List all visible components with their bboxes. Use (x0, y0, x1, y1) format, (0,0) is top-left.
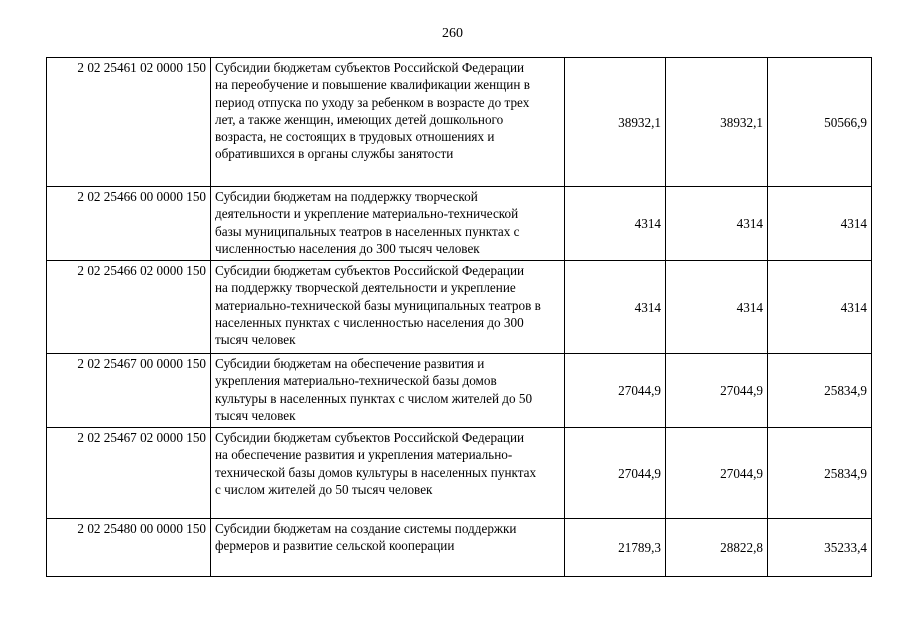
budget-name-cell (211, 354, 565, 428)
budget-name-line: Субсидии бюджетам субъектов Российской Федерации (215, 60, 525, 75)
budget-name-line: технической базы домов культуры в населенных пунктах (215, 464, 537, 480)
amount-year-1-cell: 27044,9 (565, 428, 666, 519)
budget-name-line: населенных пунктах с численностью населения до 300 (215, 314, 524, 330)
amount-year-1-cell: 38932,1 (565, 58, 666, 187)
budget-code-cell: 2 02 25480 00 0000 150 (47, 519, 211, 577)
table-row (47, 58, 872, 187)
amount-year-3-cell: 50566,9 (768, 58, 872, 187)
budget-name-cell (211, 58, 565, 187)
budget-name-line: возраста, не состоящих в трудовых отношениях и (215, 129, 495, 145)
budget-name-line: тысяч человек (215, 407, 296, 423)
amount-year-1-cell: 21789,3 (565, 519, 666, 577)
budget-name-line: материально-технической базы муниципальных театров в (215, 297, 541, 313)
budget-name-line: Субсидии бюджетам на обеспечение развития и (215, 356, 485, 371)
budget-table-body (47, 58, 872, 577)
budget-name-line: тысяч человек (215, 332, 296, 348)
table-row (47, 261, 872, 354)
budget-name-cell (211, 519, 565, 577)
amount-year-1-cell: 4314 (565, 261, 666, 354)
budget-name-line: численностью населения до 300 тысяч человек (215, 240, 480, 256)
amount-year-3-cell: 25834,9 (768, 428, 872, 519)
budget-name-line: на поддержку творческой деятельности и укрепление (215, 280, 516, 296)
budget-name-cell (211, 187, 565, 261)
budget-name-line: деятельности и укрепление материально-технической (215, 206, 519, 222)
amount-year-3-cell: 35233,4 (768, 519, 872, 577)
table-row (47, 428, 872, 519)
budget-name-line: Субсидии бюджетам субъектов Российской Федерации (215, 263, 525, 278)
amount-year-2-cell: 4314 (666, 261, 768, 354)
budget-name-line: культуры в населенных пунктах с числом жителей до 50 (215, 390, 533, 406)
budget-name-line: фермеров и развитие сельской кооперации (215, 538, 455, 554)
budget-name-line: укрепления материально-технической базы домов (215, 373, 497, 389)
amount-year-2-cell: 27044,9 (666, 354, 768, 428)
budget-name-cell (211, 261, 565, 354)
amount-year-2-cell: 38932,1 (666, 58, 768, 187)
amount-year-2-cell: 27044,9 (666, 428, 768, 519)
budget-name-line: на переобучение и повышение квалификации женщин в (215, 77, 530, 93)
amount-year-2-cell: 28822,8 (666, 519, 768, 577)
budget-name-line: Субсидии бюджетам субъектов Российской Федерации (215, 430, 525, 445)
budget-code-cell: 2 02 25466 02 0000 150 (47, 261, 211, 354)
amount-year-2-cell: 4314 (666, 187, 768, 261)
table-row (47, 187, 872, 261)
budget-name-line: базы муниципальных театров в населенных пунктах с (215, 223, 520, 239)
amount-year-3-cell: 4314 (768, 187, 872, 261)
budget-name-line: на обеспечение развития и укрепления материально- (215, 447, 513, 463)
amount-year-1-cell: 4314 (565, 187, 666, 261)
budget-table (46, 57, 872, 577)
budget-code-cell: 2 02 25461 02 0000 150 (47, 58, 211, 187)
amount-year-1-cell: 27044,9 (565, 354, 666, 428)
budget-code-cell: 2 02 25466 00 0000 150 (47, 187, 211, 261)
budget-code-cell: 2 02 25467 00 0000 150 (47, 354, 211, 428)
table-row (47, 354, 872, 428)
budget-name-line: лет, а также женщин, имеющих детей дошкольного (215, 111, 504, 127)
budget-code-cell: 2 02 25467 02 0000 150 (47, 428, 211, 519)
budget-name-line: обратившихся в органы службы занятости (215, 146, 454, 162)
amount-year-3-cell: 25834,9 (768, 354, 872, 428)
table-row (47, 519, 872, 577)
budget-name-cell (211, 428, 565, 519)
budget-name-line: Субсидии бюджетам на поддержку творческой (215, 189, 478, 204)
budget-name-line: с числом жителей до 50 тысяч человек (215, 481, 433, 497)
budget-name-line: период отпуска по уходу за ребенком в возрасте до трех (215, 94, 530, 110)
budget-name-line: Субсидии бюджетам на создание системы поддержки (215, 521, 517, 536)
amount-year-3-cell: 4314 (768, 261, 872, 354)
page-number: 260 (442, 26, 463, 41)
